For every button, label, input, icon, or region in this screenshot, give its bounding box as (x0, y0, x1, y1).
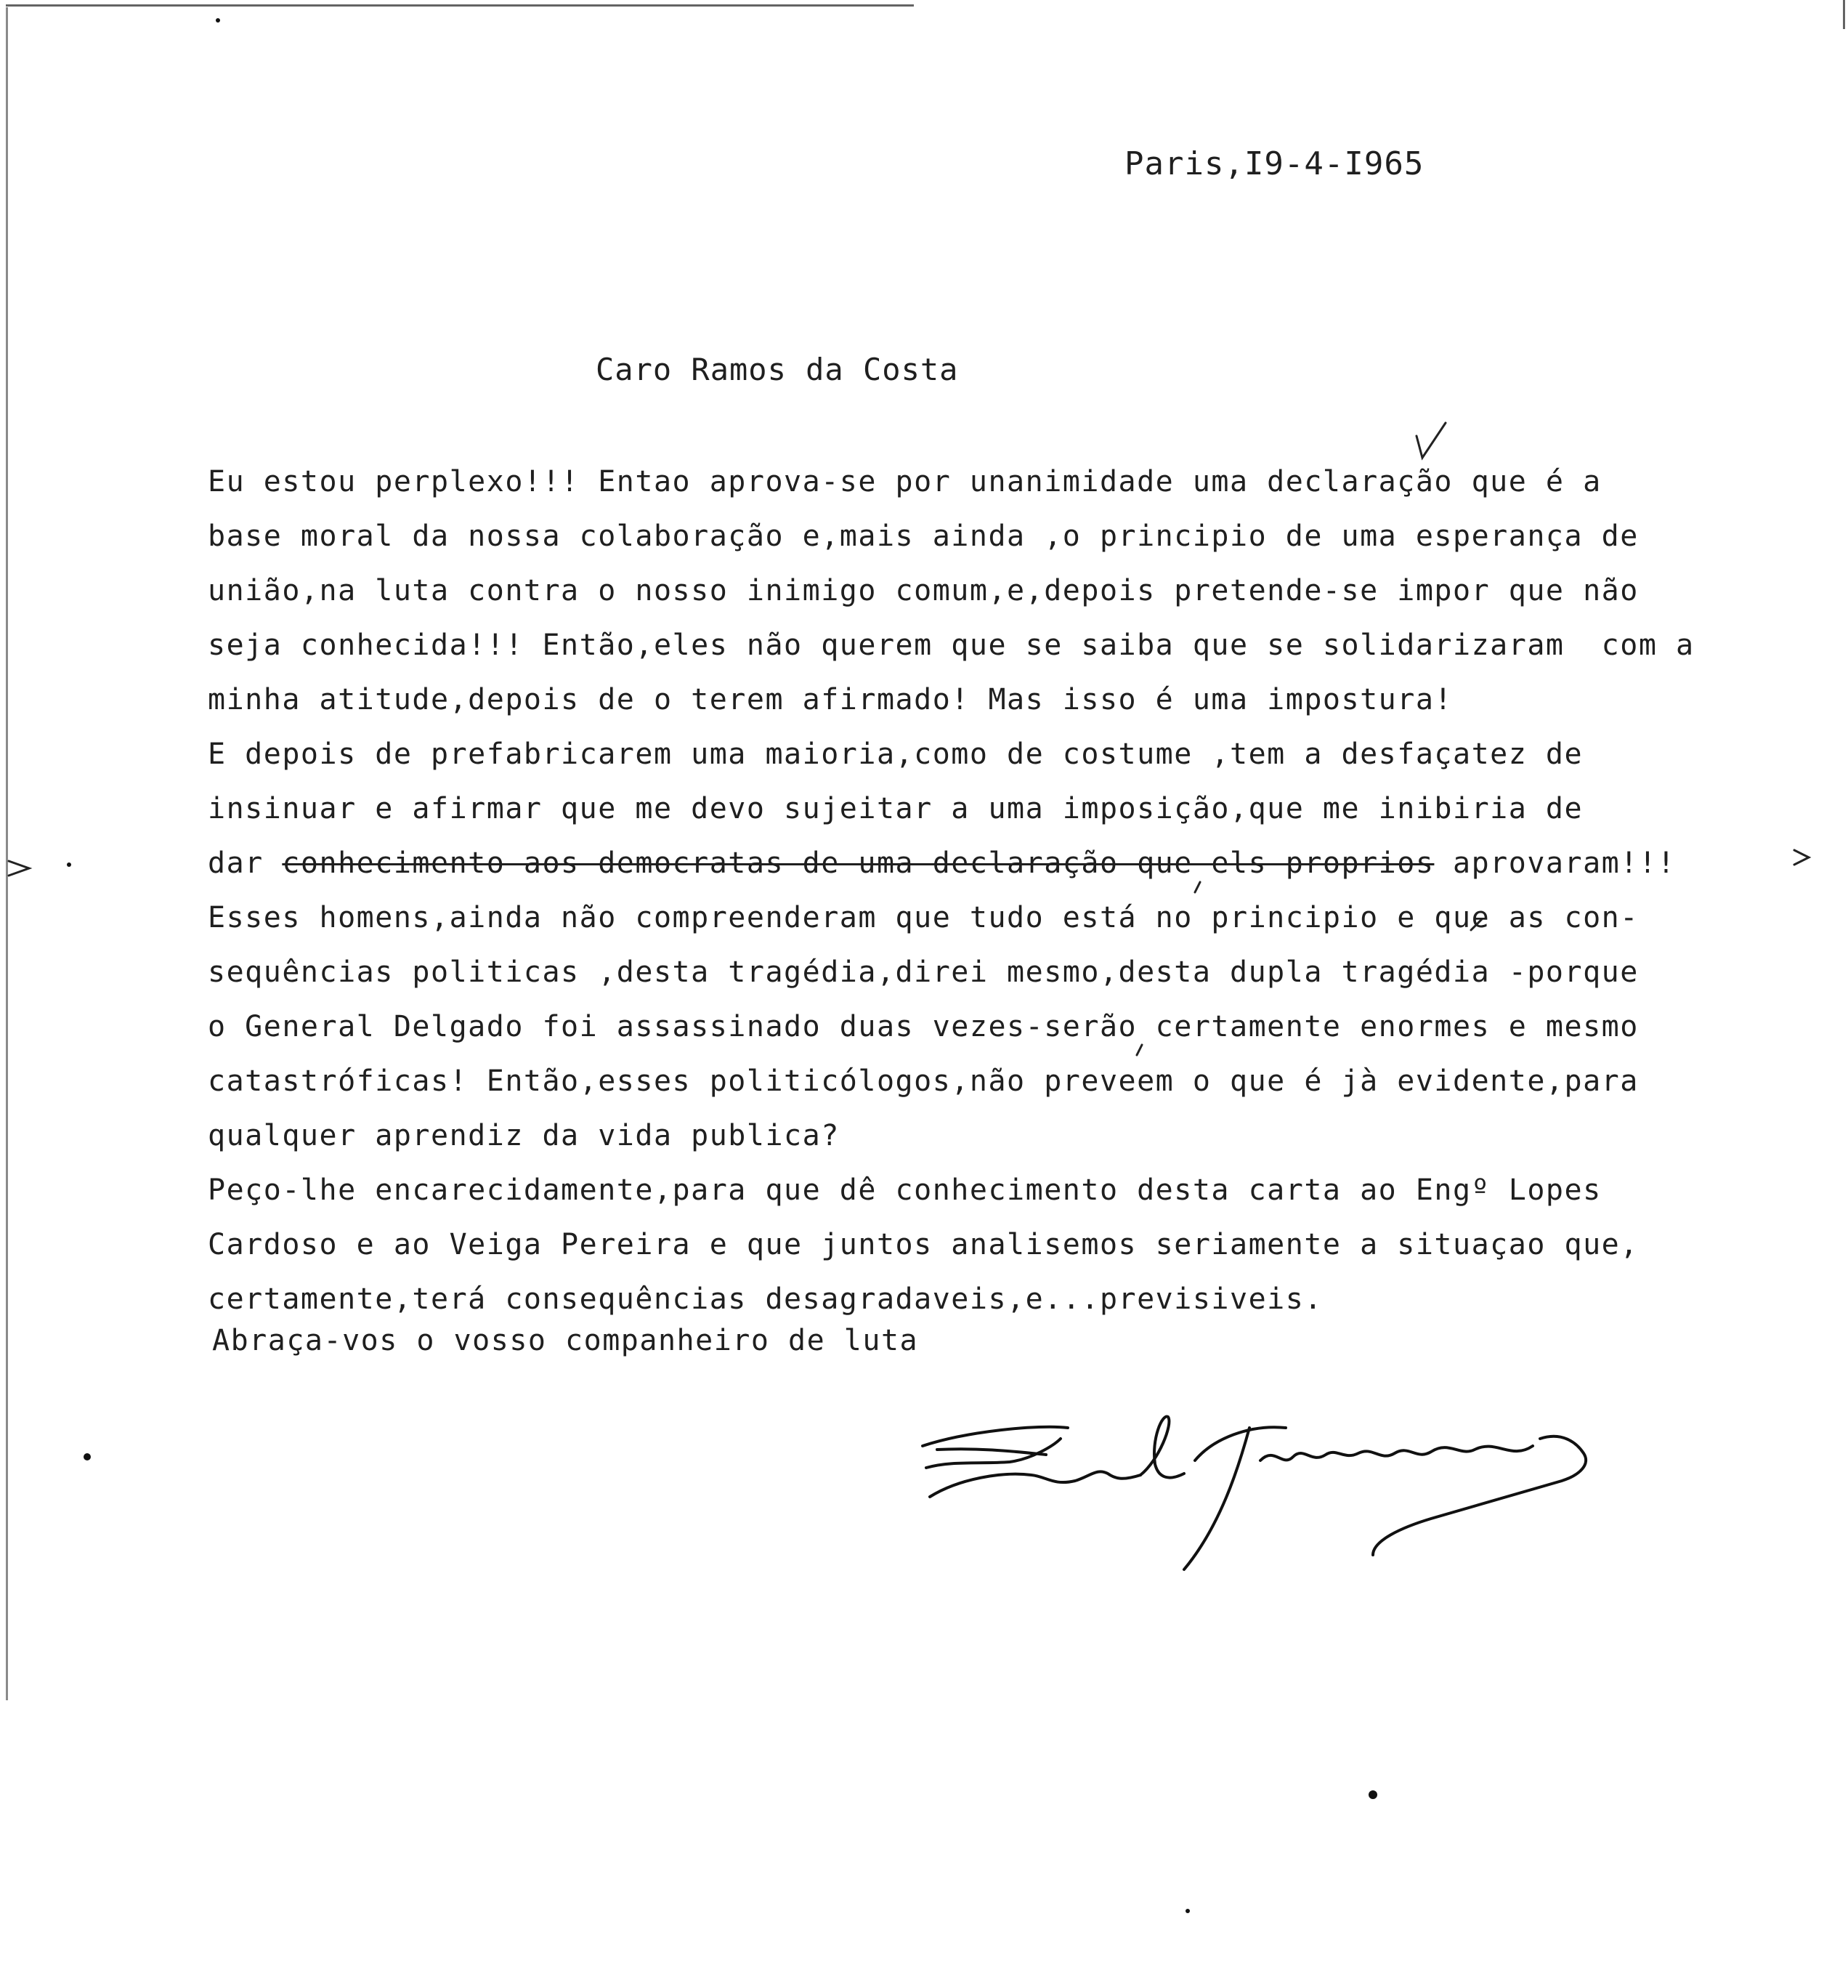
body-line: Esses homens,ainda não compreenderam que tudo está no principio e que as con- (208, 901, 1639, 934)
letter-body (208, 455, 1777, 1327)
scan-edge-top (6, 4, 914, 7)
body-line: catastróficas! Então,esses politicólogos,não preveem o que é jà evidente,para (208, 1064, 1639, 1098)
body-line: Cardoso e ao Veiga Pereira e que juntos analisemos seriamente a situaçao que, (208, 1228, 1639, 1261)
struck-out-text: conhecimento aos democratas de uma declaração que els proprios (282, 846, 1435, 880)
body-line: qualquer aprendiz da vida publica? (208, 1119, 840, 1152)
closing-line: Abraça-vos o vosso companheiro de luta (212, 1324, 919, 1357)
body-line: sequências politicas ,desta tragédia,direi mesmo,desta dupla tragédia -porque (208, 955, 1639, 989)
body-line: base moral da nossa colaboração e,mais ainda ,o principio de uma esperança de (208, 520, 1639, 553)
struck-line-start: dar (208, 846, 283, 880)
body-line: minha atitude,depois de o terem afirmado! Mas isso é uma impostura! (208, 683, 1453, 716)
struck-body-line (208, 836, 1777, 891)
body-line: Eu estou perplexo!!! Entao aprova-se por unanimidade uma declaração que é a (208, 465, 1602, 498)
salutation: Caro Ramos da Costa (596, 352, 959, 387)
handwritten-signature (908, 1395, 1707, 1599)
body-line: certamente,terá consequências desagradaveis,e...previsiveis. (208, 1282, 1323, 1316)
body-line: Peço-lhe encarecidamente,para que dê conhecimento desta carta ao Engº Lopes (208, 1173, 1602, 1207)
body-line: união,na luta contra o nosso inimigo comum,e,depois pretende-se impor que não (208, 574, 1639, 607)
body-line: insinuar e afirmar que me devo sujeitar a uma imposição,que me inibiria de (208, 792, 1584, 825)
body-line: o General Delgado foi assassinado duas vezes-serão certamente enormes e mesmo (208, 1010, 1639, 1043)
scan-edge-left (6, 7, 8, 1700)
scan-edge-right (1843, 0, 1845, 29)
struck-line-end: aprovaram!!! (1434, 846, 1676, 880)
body-line: seja conhecida!!! Então,eles não querem que se saiba que se solidarizaram com a (208, 629, 1695, 662)
letter-date: Paris,I9-4-I965 (1124, 145, 1424, 182)
body-line: E depois de prefabricarem uma maioria,como de costume ,tem a desfaçatez de (208, 738, 1584, 771)
